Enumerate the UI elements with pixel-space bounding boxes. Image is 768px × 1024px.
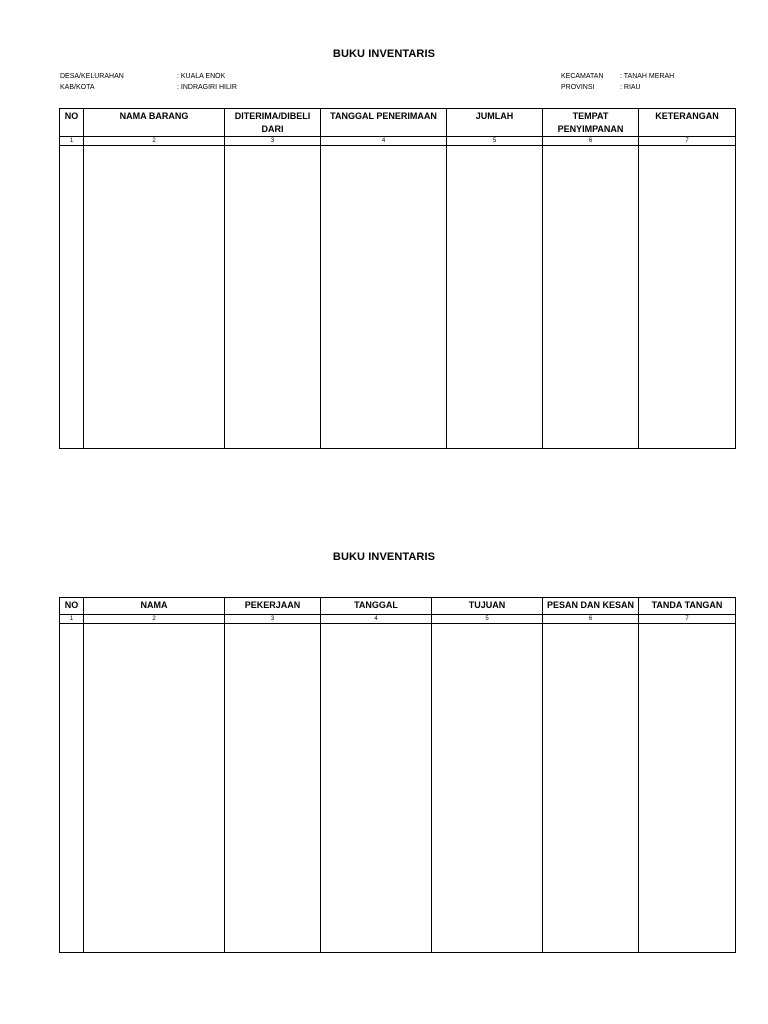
meta-value: : RIAU bbox=[620, 84, 641, 91]
col-header-tanda-tangan: TANDA TANGAN bbox=[639, 598, 736, 615]
guest-table bbox=[59, 597, 736, 953]
col-header-tanggal: TANGGAL bbox=[321, 598, 432, 615]
meta-value: : TANAH MERAH bbox=[620, 73, 675, 80]
entry-cell[interactable] bbox=[60, 146, 84, 449]
col-number: 3 bbox=[225, 137, 321, 146]
entry-cell[interactable] bbox=[639, 146, 736, 449]
col-number: 6 bbox=[543, 615, 639, 624]
col-number: 7 bbox=[639, 137, 736, 146]
col-header-diterima: DITERIMA/DIBELI DARI bbox=[225, 109, 321, 137]
entry-cell[interactable] bbox=[321, 146, 447, 449]
inventory-table bbox=[59, 108, 736, 449]
col-number: 4 bbox=[321, 137, 447, 146]
meta-label: PROVINSI bbox=[561, 84, 595, 91]
col-number: 2 bbox=[84, 137, 225, 146]
col-header-pesan-kesan: PESAN DAN KESAN bbox=[543, 598, 639, 615]
col-header-no: NO bbox=[60, 109, 84, 137]
entry-area bbox=[60, 146, 736, 449]
meta-row-provinsi bbox=[561, 82, 674, 93]
col-header-tempat: TEMPAT PENYIMPANAN bbox=[543, 109, 639, 137]
col-number: 7 bbox=[639, 615, 736, 624]
form1-meta-right bbox=[561, 71, 674, 93]
entry-area bbox=[60, 624, 736, 953]
col-number: 2 bbox=[84, 615, 225, 624]
meta-value: : INDRAGIRI HILIR bbox=[177, 84, 237, 91]
col-header-no: NO bbox=[60, 598, 84, 615]
meta-label: KAB/KOTA bbox=[60, 84, 95, 91]
col-header-pekerjaan: PEKERJAAN bbox=[225, 598, 321, 615]
col-header-keterangan: KETERANGAN bbox=[639, 109, 736, 137]
entry-cell[interactable] bbox=[447, 146, 543, 449]
entry-cell[interactable] bbox=[432, 624, 543, 953]
number-row bbox=[60, 615, 736, 624]
col-number: 1 bbox=[60, 615, 84, 624]
col-number: 3 bbox=[225, 615, 321, 624]
header-row bbox=[60, 109, 736, 137]
meta-row-kabkota bbox=[60, 82, 237, 93]
entry-cell[interactable] bbox=[60, 624, 84, 953]
entry-cell[interactable] bbox=[225, 624, 321, 953]
col-number: 1 bbox=[60, 137, 84, 146]
meta-label: KECAMATAN bbox=[561, 73, 604, 80]
form1-title: BUKU INVENTARIS bbox=[332, 48, 436, 60]
entry-cell[interactable] bbox=[543, 146, 639, 449]
entry-cell[interactable] bbox=[639, 624, 736, 953]
meta-row-kecamatan bbox=[561, 71, 674, 82]
entry-cell[interactable] bbox=[84, 624, 225, 953]
form2-title: BUKU INVENTARIS bbox=[332, 551, 436, 563]
header-row bbox=[60, 598, 736, 615]
entry-cell[interactable] bbox=[84, 146, 225, 449]
entry-cell[interactable] bbox=[321, 624, 432, 953]
col-header-nama-barang: NAMA BARANG bbox=[84, 109, 225, 137]
number-row bbox=[60, 137, 736, 146]
meta-label: DESA/KELURAHAN bbox=[60, 73, 124, 80]
entry-cell[interactable] bbox=[543, 624, 639, 953]
col-header-nama: NAMA bbox=[84, 598, 225, 615]
meta-row-desa bbox=[60, 71, 237, 82]
entry-cell[interactable] bbox=[225, 146, 321, 449]
col-number: 5 bbox=[432, 615, 543, 624]
col-header-tujuan: TUJUAN bbox=[432, 598, 543, 615]
col-number: 5 bbox=[447, 137, 543, 146]
form1-meta-left bbox=[60, 71, 237, 93]
col-header-tanggal-penerimaan: TANGGAL PENERIMAAN bbox=[321, 109, 447, 137]
col-number: 6 bbox=[543, 137, 639, 146]
col-number: 4 bbox=[321, 615, 432, 624]
col-header-jumlah: JUMLAH bbox=[447, 109, 543, 137]
meta-value: : KUALA ENOK bbox=[177, 73, 226, 80]
